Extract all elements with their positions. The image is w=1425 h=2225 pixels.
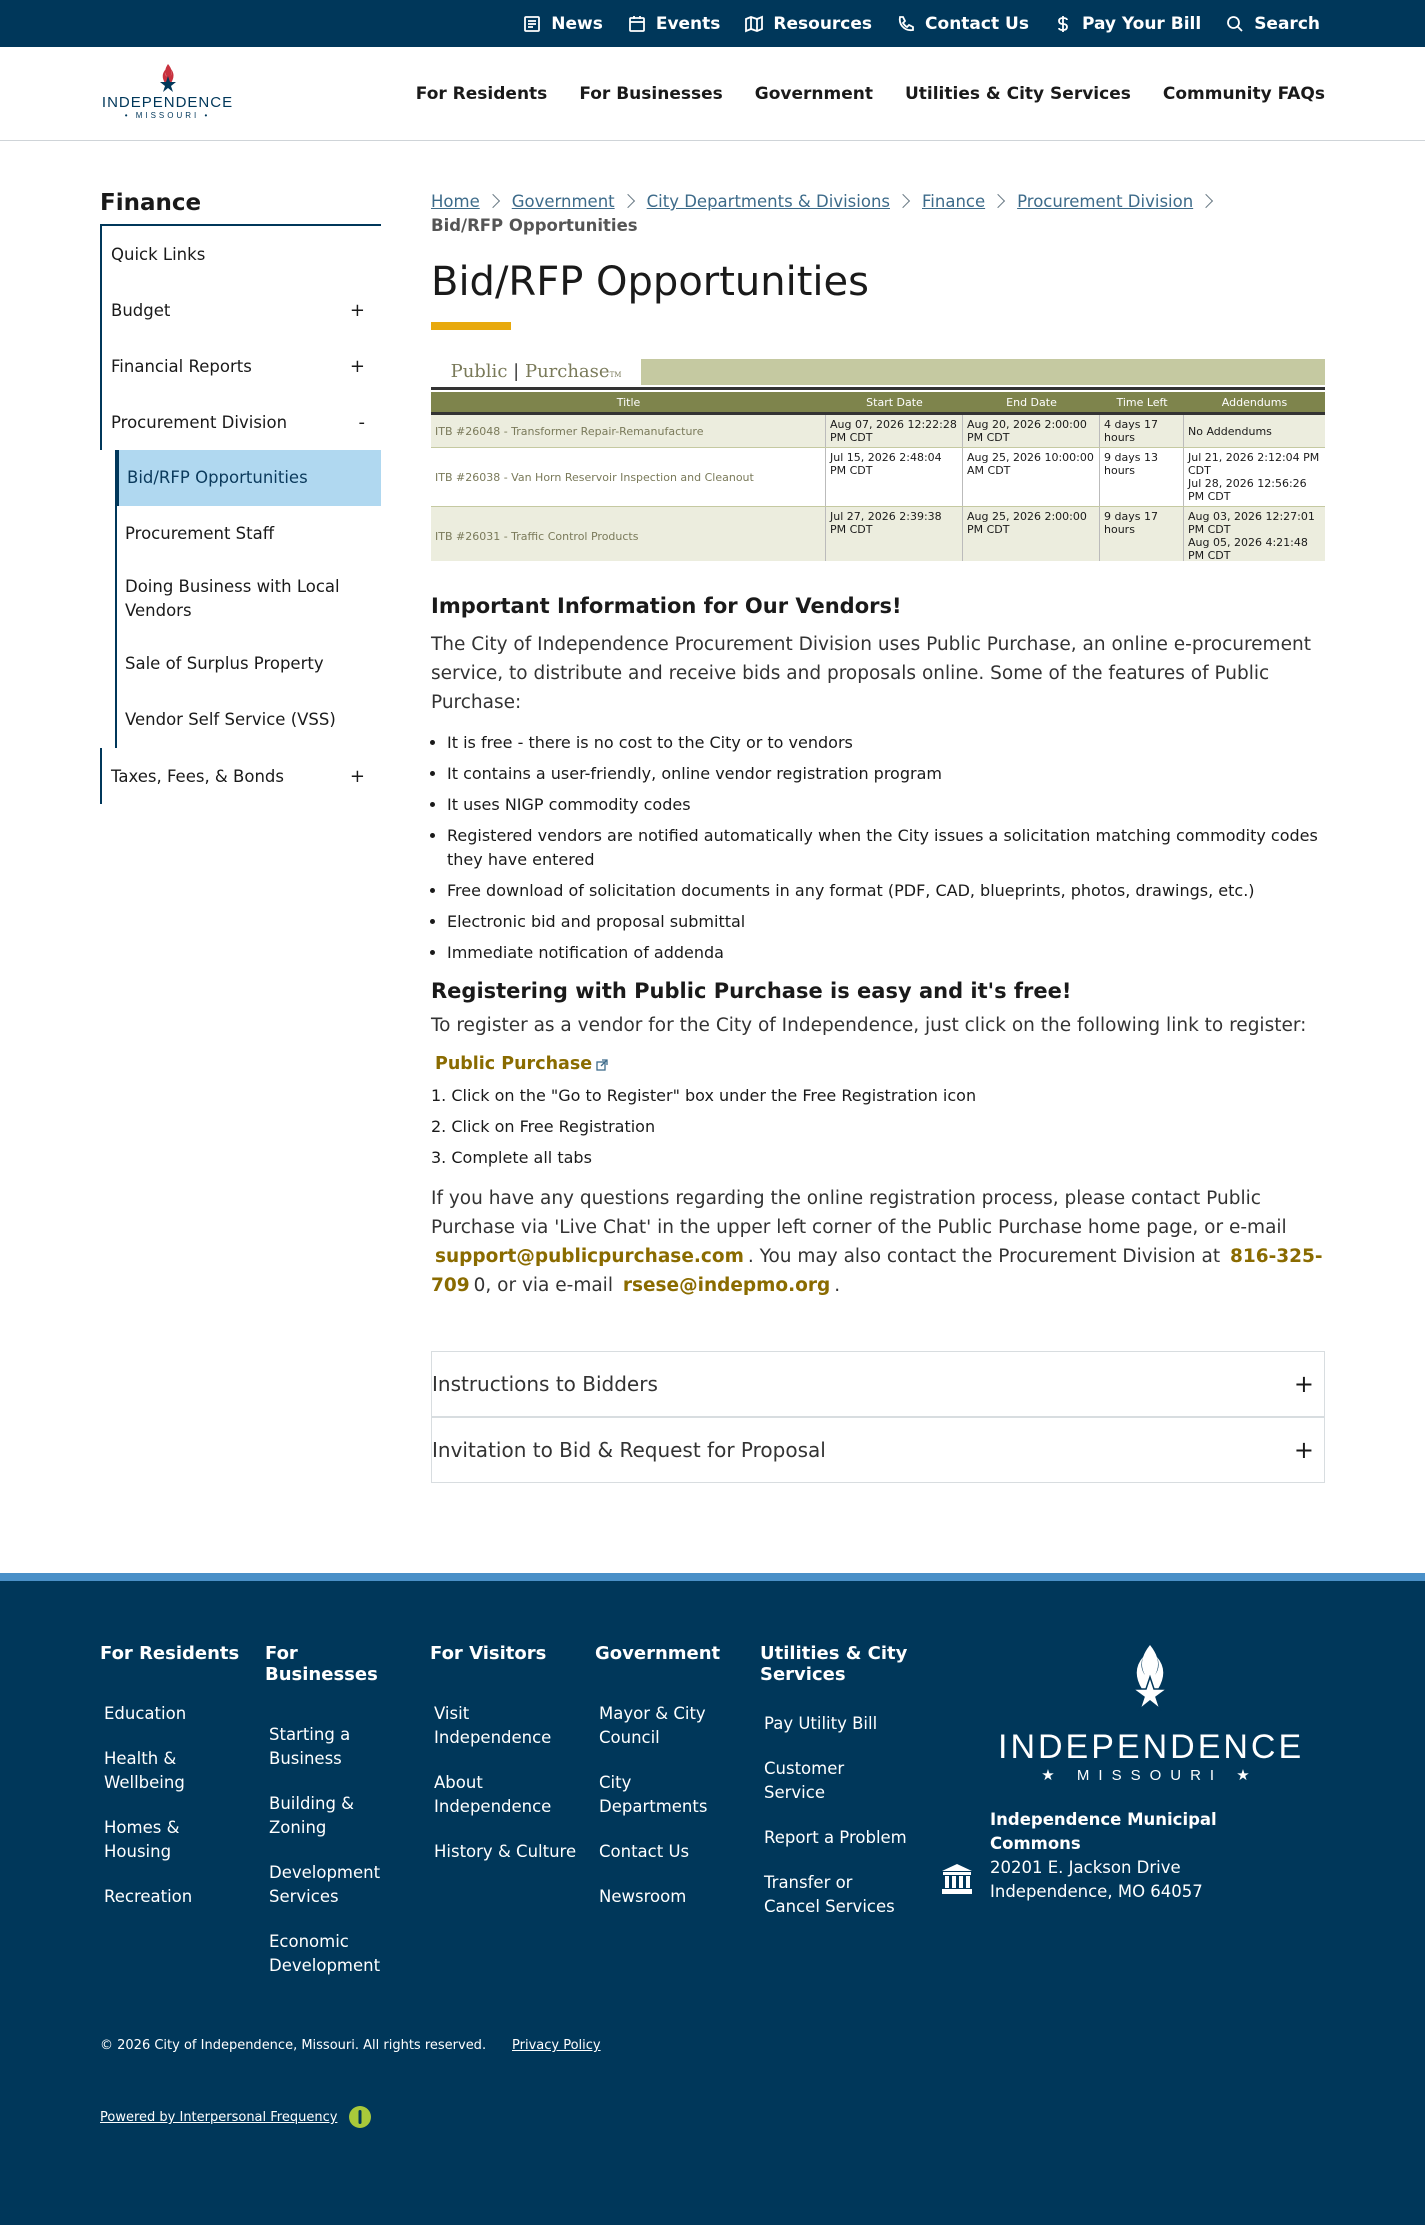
breadcrumb-city-departments[interactable]: City Departments & Divisions (646, 192, 890, 211)
footer-link[interactable]: About Independence (434, 1773, 552, 1816)
contact-text: . You may also contact the Procurement Division at (747, 1246, 1221, 1267)
footer-col-residents (100, 1643, 250, 1930)
utility-nav (522, 0, 1320, 47)
sidebar-item-label: Procurement Division (111, 412, 288, 432)
bid-title-link[interactable]: ITB #26048 - Transformer Repair-Remanufacture (431, 415, 826, 447)
list-item: • It uses NIGP commodity codes (447, 793, 1325, 817)
accordion-instructions[interactable] (431, 1351, 1325, 1417)
footer-col-visitors (430, 1643, 580, 1885)
contact-text: If you have any questions regarding the online registration process, please contact Public Purchase via 'Live Chat' in the upper left corner of the Public Purchase home page, or e-mail (431, 1188, 1287, 1238)
table-row (431, 507, 1325, 561)
footer-link[interactable]: Mayor & City Council (599, 1704, 706, 1747)
title-underline (431, 322, 511, 330)
time-left: 9 days 13 hours (1100, 448, 1184, 506)
sidebar-item-label: Taxes, Fees, & Bonds (111, 766, 284, 786)
addendum-item[interactable]: Aug 05, 2026 4:21:48 PM CDT (1188, 536, 1308, 561)
sidebar-item-label: Budget (111, 300, 171, 320)
division-email-link[interactable]: rsese@indepmo.org (622, 1275, 831, 1296)
sidebar-item-procurement-division[interactable] (102, 394, 381, 450)
footer-link[interactable]: Economic Development (269, 1932, 381, 1975)
footer-link[interactable]: Health & Wellbeing (104, 1749, 185, 1792)
list-item: • Free download of solicitation documents in any format (PDF, CAD, blueprints, photos, drawings, etc.) (447, 879, 1325, 903)
contact-text: 0, or via e-mail (473, 1275, 613, 1296)
dollar-icon (1053, 14, 1073, 34)
footer-link[interactable]: Starting a Business (269, 1725, 351, 1768)
nav-community-faqs[interactable]: Community FAQs (1162, 84, 1325, 104)
col-header-start: Start Date (866, 395, 923, 409)
accordion-label: Instructions to Bidders (432, 1372, 658, 1396)
bid-title-link[interactable]: ITB #26031 - Traffic Control Products (431, 507, 826, 561)
footer-link[interactable]: City Departments (599, 1773, 708, 1816)
list-item: 3. Complete all tabs (431, 1148, 592, 1167)
newspaper-icon (522, 14, 542, 34)
steps-list (431, 1084, 1325, 1170)
sidebar-list (100, 226, 381, 450)
footer-col-title: For Businesses (265, 1643, 378, 1685)
addendums (1184, 415, 1325, 447)
chevron-right-icon (896, 194, 910, 208)
chevron-right-icon (486, 194, 500, 208)
time-left: 4 days 17 hours (1100, 415, 1184, 447)
resources-link[interactable] (744, 14, 872, 34)
addendum-item[interactable]: Jul 28, 2026 12:56:26 PM CDT (1188, 477, 1307, 503)
footer-link[interactable]: Development Services (269, 1863, 381, 1906)
city-logo[interactable] (100, 63, 235, 127)
address-org: Independence Municipal Commons (990, 1810, 1217, 1853)
sidebar-item-bid-rfp[interactable]: Bid/RFP Opportunities (115, 450, 381, 506)
col-header-time-left: Time Left (1116, 395, 1168, 409)
vendors-intro: The City of Independence Procurement Division uses Public Purchase, an online e-procurement service, to distribute and receive bids and proposals online. Some of the features of Public Purchase: (431, 634, 1311, 713)
accordion-label: Invitation to Bid & Request for Proposal (432, 1438, 826, 1462)
addendum-item[interactable]: Jul 21, 2026 2:12:04 PM CDT (1188, 451, 1320, 477)
nav-for-businesses[interactable]: For Businesses (579, 84, 723, 104)
table-row (431, 448, 1325, 507)
end-date: Aug 20, 2026 2:00:00 PM CDT (963, 415, 1100, 447)
breadcrumb-current: Bid/RFP Opportunities (431, 216, 638, 235)
list-item: 2. Click on Free Registration (431, 1117, 656, 1136)
address-city: Independence, MO 64057 (990, 1882, 1203, 1901)
addendums (1184, 448, 1325, 506)
plus-icon: + (1293, 1370, 1314, 1398)
list-item: • Immediate notification of addenda (447, 941, 1325, 965)
expand-toggle[interactable]: + (349, 299, 365, 321)
pay-bill-label: Pay Your Bill (1081, 13, 1202, 34)
flame-star-icon (1127, 1643, 1173, 1717)
footer-link[interactable]: Customer Service (764, 1759, 845, 1802)
main-content (431, 190, 1325, 330)
list-item: • It is free - there is no cost to the City or to vendors (447, 731, 1325, 755)
pp-logo-tm: TM (609, 371, 622, 379)
sidebar-item-quick-links[interactable] (102, 226, 381, 282)
sidebar-item-surplus-property[interactable]: Sale of Surplus Property (125, 654, 324, 673)
time-left: 9 days 17 hours (1100, 507, 1184, 561)
phone-icon (896, 14, 916, 34)
footer-col-government (595, 1643, 745, 1930)
footer-link[interactable]: Recreation (104, 1887, 193, 1906)
sidebar (100, 190, 381, 804)
footer-address (990, 1808, 1250, 1904)
list-item: • Electronic bid and proposal submittal (447, 910, 1325, 934)
powered-by-link[interactable]: Powered by Interpersonal Frequency (100, 2110, 338, 2125)
footer-col-businesses (265, 1643, 415, 1999)
register-intro: To register as a vendor for the City of Independence, just click on the following link to register: (431, 1015, 1307, 1036)
contact-paragraph (431, 1184, 1325, 1300)
footer-link[interactable]: Pay Utility Bill (764, 1714, 878, 1733)
resources-label: Resources (773, 13, 873, 34)
addendums (1184, 507, 1325, 561)
events-link[interactable] (627, 14, 721, 34)
footer-col-title: Government (595, 1643, 721, 1664)
phone-link[interactable]: 816-325-709 (431, 1246, 1323, 1296)
start-date: Jul 27, 2026 2:39:38 PM CDT (826, 507, 963, 561)
public-purchase-embed (431, 359, 1325, 561)
footer-link[interactable]: Building & Zoning (269, 1794, 355, 1837)
footer-link[interactable]: Visit Independence (434, 1704, 552, 1747)
addendum-item: No Addendums (1188, 424, 1272, 438)
col-header-title: Title (616, 395, 641, 409)
sidebar-item-label: Quick Links (111, 244, 206, 264)
breadcrumb-government[interactable]: Government (511, 192, 615, 211)
sidebar-item-vendor-self-service[interactable]: Vendor Self Service (VSS) (125, 710, 336, 729)
addendum-item[interactable]: Aug 03, 2026 12:27:01 PM CDT (1188, 510, 1315, 536)
public-purchase-link-label: Public Purchase (435, 1054, 593, 1074)
breadcrumb (431, 190, 1325, 238)
address-street: 20201 E. Jackson Drive (990, 1858, 1181, 1877)
footer-col-title: For Residents (100, 1643, 240, 1664)
main-nav (416, 47, 1325, 141)
footer-link[interactable]: Education (104, 1704, 187, 1723)
sidebar-item-taxes-fees[interactable] (102, 748, 381, 804)
footer-link[interactable]: Contact Us (599, 1842, 690, 1861)
register-heading: Registering with Public Purchase is easy and it's free! (431, 979, 1072, 1003)
sidebar-list-bottom (100, 748, 381, 804)
footer-col-title: Utilities & City Services (760, 1643, 908, 1685)
divider (431, 387, 1325, 390)
pp-banner (431, 359, 1325, 385)
sidebar-item-budget[interactable] (102, 282, 381, 338)
external-link-icon (596, 1059, 608, 1071)
breadcrumb-home[interactable]: Home (431, 192, 480, 211)
footer-link[interactable]: Newsroom (599, 1887, 687, 1906)
logo-subtitle: • MISSOURI • (124, 111, 211, 120)
sidebar-title: Finance (100, 190, 381, 226)
utility-bar (0, 0, 1425, 47)
chevron-right-icon (1199, 194, 1213, 208)
sidebar-item-label: Financial Reports (111, 356, 252, 376)
end-date: Aug 25, 2026 10:00:00 AM CDT (963, 448, 1100, 506)
news-label: News (551, 13, 603, 34)
nav-for-residents[interactable]: For Residents (415, 84, 548, 104)
sidebar-sublist (115, 450, 381, 748)
pp-logo-bar: | (513, 361, 520, 382)
expand-toggle[interactable]: + (349, 765, 365, 787)
sidebar-item-procurement-staff[interactable]: Procurement Staff (125, 524, 275, 543)
nav-government[interactable]: Government (754, 84, 873, 104)
col-header-end: End Date (1006, 395, 1057, 409)
footer-logo-subtitle: ★ MISSOURI ★ (1041, 1767, 1259, 1784)
events-label: Events (655, 13, 721, 34)
sidebar-item-financial-reports[interactable] (102, 338, 381, 394)
site-header (0, 47, 1425, 141)
search-icon (1225, 14, 1245, 34)
privacy-policy-link[interactable]: Privacy Policy (512, 2038, 601, 2053)
vendors-heading: Important Information for Our Vendors! (431, 594, 902, 618)
list-item: • Registered vendors are notified automatically when the City issues a solicitation matching commodity codes they have entered (447, 824, 1325, 872)
breadcrumb-procurement[interactable]: Procurement Division (1017, 192, 1194, 211)
copyright: © 2026 City of Independence, Missouri. All rights reserved. (100, 2038, 487, 2053)
contact-us-label: Contact Us (925, 13, 1029, 34)
pp-table-header (431, 392, 1325, 412)
col-header-addendums: Addendums (1221, 395, 1288, 409)
footer-col-title: For Visitors (430, 1643, 547, 1664)
bid-title-link[interactable]: ITB #26038 - Van Horn Reservoir Inspection and Cleanout (431, 448, 826, 506)
expand-toggle[interactable]: + (349, 355, 365, 377)
footer-stripe (0, 1573, 1425, 1581)
chevron-right-icon (621, 194, 635, 208)
site-footer (0, 1581, 1425, 2225)
news-link[interactable] (522, 14, 603, 34)
footer-link[interactable]: Report a Problem (764, 1828, 907, 1847)
interpersonal-frequency-icon[interactable] (348, 2105, 372, 2129)
pp-logo-left: Public (450, 361, 508, 382)
contact-text: . (834, 1275, 841, 1296)
public-purchase-logo (431, 359, 641, 385)
sidebar-item-local-vendors[interactable]: Doing Business with Local Vendors (125, 577, 340, 620)
map-icon (744, 14, 764, 34)
support-email-link[interactable]: support@publicpurchase.com (435, 1246, 744, 1267)
flame-star-icon (156, 63, 180, 93)
start-date: Jul 15, 2026 2:48:04 PM CDT (826, 448, 963, 506)
calendar-icon (627, 14, 647, 34)
footer-link[interactable]: Homes & Housing (104, 1818, 180, 1861)
nav-utilities[interactable]: Utilities & City Services (904, 84, 1131, 104)
footer-col-utilities (760, 1643, 910, 1940)
collapse-toggle[interactable]: - (358, 411, 365, 433)
pp-logo-right: Purchase (524, 361, 610, 382)
footer-logo-wordmark: INDEPENDENCE (998, 1728, 1305, 1766)
vendor-info (431, 590, 1325, 1300)
footer-logo[interactable] (998, 1643, 1305, 1785)
accordion-invitation[interactable] (431, 1417, 1325, 1483)
public-purchase-link[interactable] (435, 1054, 608, 1074)
search-link[interactable] (1225, 14, 1320, 34)
search-label: Search (1254, 13, 1320, 34)
logo-wordmark: INDEPENDENCE (101, 94, 234, 111)
plus-icon: + (1293, 1436, 1314, 1464)
table-row (431, 415, 1325, 448)
end-date: Aug 25, 2026 2:00:00 PM CDT (963, 507, 1100, 561)
start-date: Aug 07, 2026 12:22:28 PM CDT (826, 415, 963, 447)
contact-us-link[interactable] (896, 14, 1029, 34)
page-title: Bid/RFP Opportunities (431, 259, 869, 305)
pay-bill-link[interactable] (1053, 14, 1201, 34)
footer-link[interactable]: Transfer or Cancel Services (764, 1873, 895, 1916)
footer-link[interactable]: History & Culture (434, 1842, 577, 1861)
list-item: 1. Click on the "Go to Register" box under the Free Registration icon (431, 1086, 977, 1105)
chevron-right-icon (991, 194, 1005, 208)
building-icon (940, 1862, 974, 1896)
features-list (431, 731, 1325, 965)
list-item: • It contains a user-friendly, online vendor registration program (447, 762, 1325, 786)
breadcrumb-finance[interactable]: Finance (922, 192, 986, 211)
